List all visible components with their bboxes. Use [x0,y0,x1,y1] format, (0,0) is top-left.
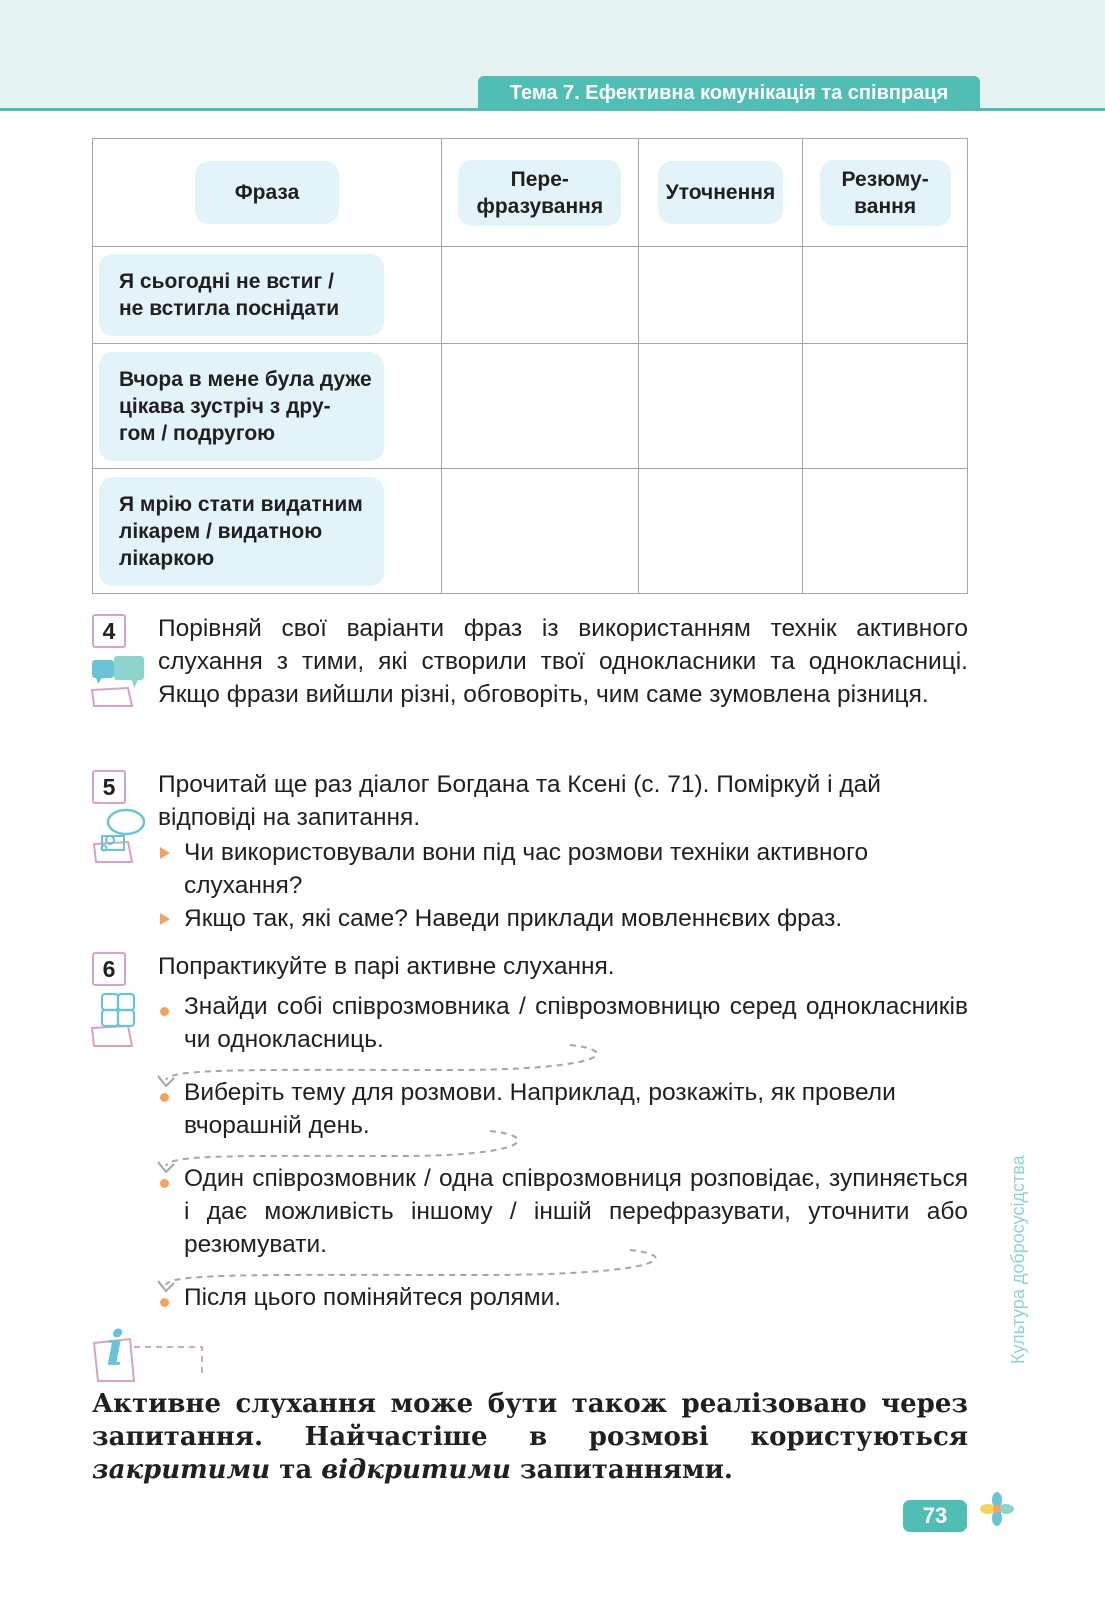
answer-cell[interactable] [803,344,968,469]
header-cell-clarification [638,139,803,247]
table-row [93,247,968,344]
info-icon: i [106,1321,125,1377]
section-side-title: Культура добросусідства [1008,1155,1028,1364]
header-cell-summarizing [803,139,968,247]
active-listening-table [92,138,968,594]
note-text: Активне слухання може бути також реалізовано через запитання. Найчастіше в розмові користуються [92,1389,968,1452]
note-italic: відкритими [321,1455,511,1485]
list-item: Якщо так, які саме? Наведи приклади мовленнєвих фраз. [158,902,968,935]
dashed-arrow-icon [150,1245,680,1295]
phrase-cell [93,344,442,469]
dashed-arrow-icon [150,1040,620,1090]
step-item: Після цього поміняйтеся ролями. [158,1281,968,1314]
list-item: Чи використовували вони під час розмови техніки активного слухання? [158,836,968,902]
handshake-icon [88,990,150,1048]
step-item: Знайди собі співрозмовника / співрозмовницю серед однокласників чи однокласниць. [158,990,968,1056]
note-text: та [270,1455,322,1485]
flower-icon [980,1492,1014,1526]
exercise-5-number: 5 [92,770,126,804]
exercise-6-text: Попрактикуйте в парі активне слухання. [158,953,615,980]
answer-cell[interactable] [803,247,968,344]
header-chip: Пере- фразування [458,160,621,226]
exercise-4-text: Порівняй свої варіанти фраз із використанням технік активного слухання з тими, які створили твої однокласники та однокласниці. Якщо фрази вийшли різні, обговоріть, чим саме зумовлена різниця. [158,615,968,708]
answer-cell[interactable] [638,344,803,469]
exercise-5-text: Прочитай ще раз діалог Богдана та Ксені (с. 71). Поміркуй і дай відповіді на запитання. [158,771,881,831]
answer-cell[interactable] [441,469,638,594]
phrase-cell [93,247,442,344]
info-badge [90,1321,210,1385]
header-cell-phrase [93,139,442,247]
note-italic: закритими [92,1455,271,1485]
phrase-cell [93,469,442,594]
header-chip: Резюму- вання [820,160,951,226]
thought-bubble-icon [88,806,150,864]
phrase-chip: Я сьогодні не встиг / не встигла поснідати [99,254,384,336]
table-header-row [93,139,968,247]
page-number: 73 [903,1500,967,1532]
answer-cell[interactable] [441,247,638,344]
answer-cell[interactable] [638,469,803,594]
exercise-5-questions [158,836,968,935]
exercise-6-number: 6 [92,952,126,986]
table-row [93,344,968,469]
answer-cell[interactable] [803,469,968,594]
speech-bubbles-icon [88,652,150,708]
note-text: запитаннями. [510,1455,733,1485]
info-note [92,1388,968,1487]
header-chip: Уточнення [658,161,784,224]
answer-cell[interactable] [638,247,803,344]
step-item: Один співрозмовник / одна співрозмовниця розповідає, зупиняється і дає можливість іншому / іншій перефразувати, уточнити або резюмувати. [158,1162,968,1261]
exercise-5-block [158,768,968,935]
header-chip: Фраза [195,161,340,224]
topic-title: Тема 7. Ефективна комунікація та співпраця [478,76,980,110]
exercise-4-number: 4 [92,614,126,648]
header-cell-paraphrasing [441,139,638,247]
phrase-chip: Вчора в мене була дуже цікава зустріч з дру- гом / подругою [99,352,384,461]
answer-cell[interactable] [441,344,638,469]
table-row [93,469,968,594]
dashed-arrow-icon [150,1126,540,1176]
step-item: Виберіть тему для розмови. Наприклад, розкажіть, як провели вчорашній день. [158,1076,968,1142]
phrase-chip: Я мрію стати видатним лікарем / видатною лікаркою [99,477,384,586]
